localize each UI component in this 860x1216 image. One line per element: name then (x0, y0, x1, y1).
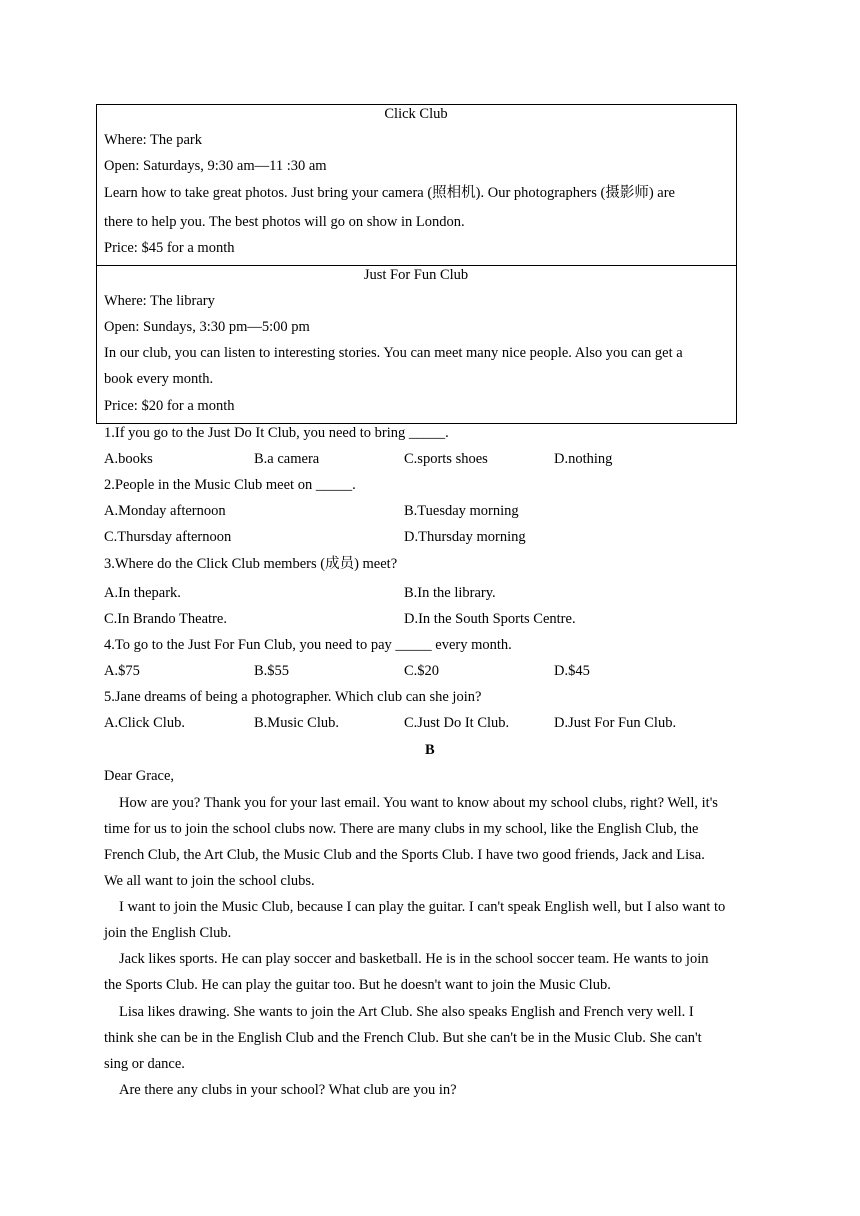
question-text: 4.To go to the Just For Fun Club, you need to pay _____ every month. (104, 637, 512, 653)
option-d: D.nothing (554, 451, 613, 467)
club-price: Price: $45 for a month (104, 240, 235, 256)
club-where: Where: The park (104, 132, 202, 148)
letter-line: How are you? Thank you for your last email. You want to know about my school clubs, right? Well, it's (119, 795, 718, 811)
section-heading: B (425, 742, 435, 758)
letter-line: I want to join the Music Club, because I can play the guitar. I can't speak English well, but I also want to (119, 899, 726, 915)
option-a: A.In thepark. (104, 585, 181, 601)
letter-line: French Club, the Art Club, the Music Club and the Sports Club. I have two good friends, Jack and Lisa. (104, 847, 705, 863)
option-c: C.In Brando Theatre. (104, 611, 227, 627)
option-b: B.Tuesday morning (404, 503, 519, 519)
option-a: A.$75 (104, 663, 140, 679)
question-text: 3.Where do the Click Club members (成员) meet? (104, 556, 398, 572)
club-description: book every month. (104, 371, 214, 387)
option-c: C.sports shoes (404, 451, 488, 467)
club-open: Open: Sundays, 3:30 pm—5:00 pm (104, 319, 310, 335)
option-d: D.Thursday morning (404, 529, 526, 545)
option-a: A.Monday afternoon (104, 503, 226, 519)
letter-line: join the English Club. (104, 925, 232, 941)
letter-line: Are there any clubs in your school? What club are you in? (119, 1082, 457, 1098)
option-c: C.Thursday afternoon (104, 529, 232, 545)
option-b: B.In the library. (404, 585, 496, 601)
option-a: A.books (104, 451, 153, 467)
option-b: B.Music Club. (254, 715, 339, 731)
club-description: Learn how to take great photos. Just bring your camera (照相机). Our photographers (摄影师) are (104, 185, 675, 201)
letter-line: time for us to join the school clubs now. There are many clubs in my school, like the English Club, the (104, 821, 699, 837)
question-text: 1.If you go to the Just Do It Club, you need to bring _____. (104, 425, 449, 441)
option-d: D.In the South Sports Centre. (404, 611, 576, 627)
letter-line: Jack likes sports. He can play soccer and basketball. He is in the school soccer team. He wants to join (119, 951, 709, 967)
club-name: Just For Fun Club (363, 267, 469, 283)
letter-line: the Sports Club. He can play the guitar too. But he doesn't want to join the Music Club. (104, 977, 611, 993)
club-open: Open: Saturdays, 9:30 am—11 :30 am (104, 158, 327, 174)
letter-line: sing or dance. (104, 1056, 185, 1072)
club-description: there to help you. The best photos will go on show in London. (104, 214, 465, 230)
question-text: 5.Jane dreams of being a photographer. Which club can she join? (104, 689, 482, 705)
option-a: A.Click Club. (104, 715, 185, 731)
letter-line: Lisa likes drawing. She wants to join the Art Club. She also speaks English and French very well. I (119, 1004, 694, 1020)
question-text: 2.People in the Music Club meet on _____. (104, 477, 356, 493)
option-b: B.$55 (254, 663, 290, 679)
letter-greeting: Dear Grace, (104, 768, 175, 784)
club-price: Price: $20 for a month (104, 398, 235, 414)
option-d: D.$45 (554, 663, 590, 679)
letter-line: think she can be in the English Club and the French Club. But she can't be in the Music Club. She can't (104, 1030, 702, 1046)
club-description: In our club, you can listen to interesting stories. You can meet many nice people. Also you can get a (104, 345, 683, 361)
club-name: Click Club (384, 106, 448, 122)
option-d: D.Just For Fun Club. (554, 715, 677, 731)
club-where: Where: The library (104, 293, 215, 309)
letter-line: We all want to join the school clubs. (104, 873, 315, 889)
option-c: C.$20 (404, 663, 440, 679)
option-b: B.a camera (254, 451, 320, 467)
option-c: C.Just Do It Club. (404, 715, 510, 731)
